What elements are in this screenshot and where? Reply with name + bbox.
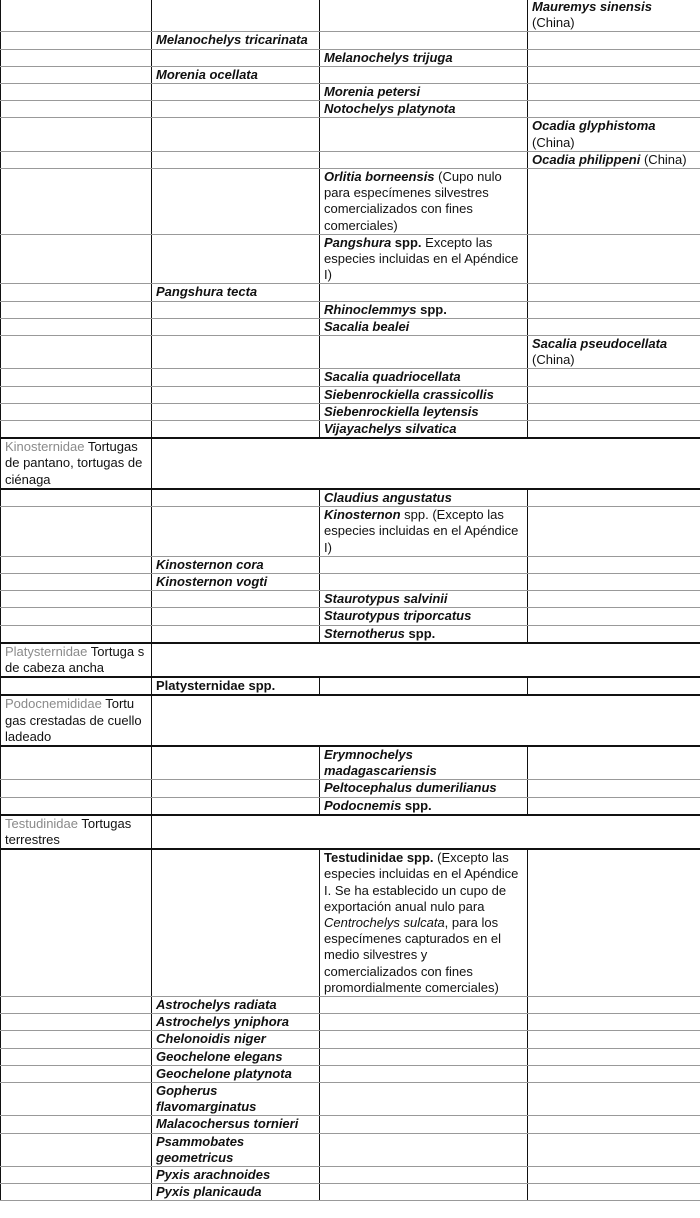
- empty-cell: [528, 1031, 700, 1048]
- species-cell: [152, 573, 320, 590]
- species-cell: [152, 1184, 320, 1201]
- empty-cell: [1, 507, 152, 557]
- empty-cell: [320, 1116, 528, 1133]
- cell-text: Pangshura tecta: [156, 284, 258, 300]
- cell-text: Psammobates geometricus: [156, 1133, 245, 1165]
- table-row: [1, 234, 700, 284]
- table-row: [1, 573, 700, 590]
- empty-cell: [1, 1133, 152, 1166]
- cell-text: Staurotypus salvinii: [324, 591, 448, 607]
- species-cell: [528, 151, 700, 168]
- cell-text: spp.: [416, 301, 447, 317]
- empty-cell: [528, 797, 700, 815]
- empty-cell: [1, 1031, 152, 1048]
- table-row: [1, 32, 700, 49]
- cell-text: Ocadia glyphistoma: [532, 118, 656, 134]
- empty-cell: [528, 849, 700, 996]
- empty-cell: [1, 1065, 152, 1082]
- cell-text: Excepto las especies incluidas en el Apéndice I): [324, 234, 519, 283]
- cell-text: (China): [532, 134, 575, 150]
- species-cell: [320, 746, 528, 780]
- species-cell: [320, 591, 528, 608]
- empty-cell: [528, 507, 700, 557]
- empty-cell: [320, 118, 528, 151]
- table-row: [1, 1184, 700, 1201]
- empty-cell: [528, 780, 700, 797]
- empty-cell: [528, 1116, 700, 1133]
- empty-cell: [1, 556, 152, 573]
- empty-cell: [320, 1065, 528, 1082]
- empty-cell: [1, 66, 152, 83]
- empty-cell: [320, 151, 528, 168]
- cell-text: (China): [532, 15, 575, 31]
- table-row: [1, 1065, 700, 1082]
- empty-cell: [528, 608, 700, 625]
- species-cell: [320, 403, 528, 420]
- empty-cell: [528, 49, 700, 66]
- table-row: [1, 996, 700, 1013]
- empty-cell: [320, 677, 528, 695]
- empty-cell: [320, 996, 528, 1013]
- empty-cell: [1, 1184, 152, 1201]
- table-row: [1, 284, 700, 301]
- table-row: [1, 507, 700, 557]
- family-name: Podocnemididae: [5, 696, 102, 712]
- empty-cell: [528, 284, 700, 301]
- empty-cell: [1, 421, 152, 439]
- empty-cell: [320, 1048, 528, 1065]
- empty-cell: [1, 169, 152, 235]
- species-cell: [528, 118, 700, 151]
- species-cell: [320, 369, 528, 386]
- empty-cell: [528, 1048, 700, 1065]
- empty-cell: [1, 489, 152, 507]
- empty-cell: [528, 101, 700, 118]
- empty-cell: [528, 625, 700, 643]
- species-cell: [152, 556, 320, 573]
- cell-text: (Cupo nulo para especímenes silvestres comercializados con fines comerciales): [324, 169, 502, 233]
- empty-cell: [152, 301, 320, 318]
- empty-cell: [528, 66, 700, 83]
- empty-cell: [1, 677, 152, 695]
- empty-cell: [1, 118, 152, 151]
- table-row: [1, 336, 700, 369]
- cell-text: Sternotherus: [324, 625, 405, 641]
- species-cell: [320, 386, 528, 403]
- table-row: [1, 1167, 700, 1184]
- table-row: [1, 1031, 700, 1048]
- species-cell: [152, 677, 320, 695]
- empty-cell: [528, 573, 700, 590]
- empty-cell: [528, 84, 700, 101]
- table-row: [1, 84, 700, 101]
- empty-cell: [1, 284, 152, 301]
- empty-cell: [528, 421, 700, 439]
- table-body: [1, 0, 700, 1201]
- species-cell: [320, 489, 528, 507]
- table-row: [1, 151, 700, 168]
- cell-text: Podocnemis: [324, 797, 402, 813]
- empty-cell: [528, 1167, 700, 1184]
- empty-cell: [528, 1133, 700, 1166]
- empty-cell: [320, 556, 528, 573]
- cell-text: Geochelone elegans: [156, 1048, 283, 1064]
- species-cell: [152, 1048, 320, 1065]
- cell-text: Tortugas terrestres: [5, 815, 132, 847]
- empty-cell: [528, 996, 700, 1013]
- family-cell: [1, 815, 152, 849]
- table-row: [1, 746, 700, 780]
- empty-cell: [152, 608, 320, 625]
- empty-cell: [152, 643, 700, 677]
- empty-cell: [152, 695, 700, 746]
- empty-cell: [152, 151, 320, 168]
- empty-cell: [1, 0, 152, 32]
- cell-text: Pyxis arachnoides: [156, 1167, 271, 1183]
- cell-text: Tortu gas crestadas de cuello ladeado: [5, 696, 142, 744]
- cell-text: Melanochelys tricarinata: [156, 32, 308, 48]
- empty-cell: [1, 84, 152, 101]
- empty-cell: [152, 591, 320, 608]
- empty-cell: [152, 386, 320, 403]
- species-cell: [152, 284, 320, 301]
- species-cell: [320, 101, 528, 118]
- cell-text: Mauremys sinensis: [532, 0, 652, 14]
- table-row: [1, 169, 700, 235]
- cell-text: Siebenrockiella leytensis: [324, 403, 479, 419]
- empty-cell: [528, 403, 700, 420]
- cell-text: Erymnochelys madagascariensis: [324, 746, 437, 779]
- species-cell: [320, 49, 528, 66]
- table-row: [1, 677, 700, 695]
- empty-cell: [152, 421, 320, 439]
- empty-cell: [152, 780, 320, 797]
- empty-cell: [1, 386, 152, 403]
- species-cell: [320, 84, 528, 101]
- table-row: [1, 797, 700, 815]
- cell-text: (China): [532, 352, 575, 368]
- empty-cell: [152, 815, 700, 849]
- empty-cell: [1, 608, 152, 625]
- cell-text: (China): [640, 151, 687, 167]
- species-cell: [320, 421, 528, 439]
- empty-cell: [1, 1014, 152, 1031]
- species-cell: [320, 780, 528, 797]
- family-name: Kinosternidae: [5, 439, 85, 455]
- family-row: [1, 643, 700, 677]
- cell-text: Astrochelys radiata: [156, 996, 277, 1012]
- family-row: [1, 695, 700, 746]
- table-row: [1, 849, 700, 996]
- cell-text: Platysternidae spp.: [156, 678, 276, 694]
- empty-cell: [528, 386, 700, 403]
- table-row: [1, 301, 700, 318]
- cell-text: Orlitia borneensis: [324, 169, 435, 185]
- cell-text: Gopherus flavomarginatus: [156, 1083, 257, 1115]
- table-row: [1, 49, 700, 66]
- table-row: [1, 318, 700, 335]
- cell-text: Morenia petersi: [324, 84, 421, 100]
- family-name: Testudinidae: [5, 815, 78, 831]
- empty-cell: [152, 118, 320, 151]
- table-row: [1, 403, 700, 420]
- cell-text: Siebenrockiella crassicollis: [324, 386, 494, 402]
- empty-cell: [152, 336, 320, 369]
- species-cell: [320, 608, 528, 625]
- cell-text: Centrochelys sulcata: [324, 914, 445, 930]
- empty-cell: [320, 66, 528, 83]
- empty-cell: [152, 849, 320, 996]
- family-name: Platysternidae: [5, 643, 88, 659]
- table-row: [1, 1083, 700, 1116]
- empty-cell: [1, 591, 152, 608]
- empty-cell: [152, 746, 320, 780]
- cell-text: spp. (Excepto las especies incluidas en el Apéndice I): [324, 507, 519, 555]
- table-row: [1, 118, 700, 151]
- empty-cell: [152, 318, 320, 335]
- empty-cell: [528, 746, 700, 780]
- table-row: [1, 489, 700, 507]
- table-row: [1, 608, 700, 625]
- species-cell: [528, 0, 700, 32]
- table-row: [1, 1014, 700, 1031]
- empty-cell: [1, 101, 152, 118]
- empty-cell: [528, 1065, 700, 1082]
- cell-text: Staurotypus triporcatus: [324, 608, 472, 624]
- cell-text: Tortugas de pantano, tortugas de ciénaga: [5, 439, 143, 487]
- species-cell: [528, 336, 700, 369]
- empty-cell: [528, 369, 700, 386]
- empty-cell: [1, 797, 152, 815]
- cell-text: Kinosternon cora: [156, 556, 264, 572]
- cell-text: Kinosternon vogti: [156, 573, 268, 589]
- cell-text: Chelonoidis niger: [156, 1031, 266, 1047]
- empty-cell: [1, 403, 152, 420]
- species-cell: [152, 1065, 320, 1082]
- empty-cell: [152, 489, 320, 507]
- cell-text: Kinosternon: [324, 507, 401, 523]
- table-row: [1, 1133, 700, 1166]
- cell-text: Morenia ocellata: [156, 66, 258, 82]
- empty-cell: [1, 625, 152, 643]
- table-row: [1, 1116, 700, 1133]
- cell-text: , para los especímenes capturados en el medio silvestres y comercializados con fines promordialmente comerciales): [324, 914, 502, 995]
- species-cell: [152, 66, 320, 83]
- species-cell: [152, 1031, 320, 1048]
- empty-cell: [152, 369, 320, 386]
- cell-text: Sacalia bealei: [324, 318, 410, 334]
- species-cell: [152, 1014, 320, 1031]
- empty-cell: [1, 746, 152, 780]
- cell-text: Rhinoclemmys: [324, 301, 417, 317]
- species-cell: [152, 996, 320, 1013]
- empty-cell: [528, 556, 700, 573]
- empty-cell: [528, 489, 700, 507]
- family-cell: [1, 438, 152, 489]
- species-cell: [152, 1116, 320, 1133]
- empty-cell: [528, 318, 700, 335]
- cell-text: Malacochersus tornieri: [156, 1116, 299, 1132]
- empty-cell: [528, 1014, 700, 1031]
- empty-cell: [320, 1167, 528, 1184]
- empty-cell: [1, 301, 152, 318]
- empty-cell: [1, 369, 152, 386]
- species-cell: [320, 849, 528, 996]
- empty-cell: [1, 849, 152, 996]
- empty-cell: [528, 234, 700, 284]
- empty-cell: [152, 49, 320, 66]
- table-row: [1, 1048, 700, 1065]
- cell-text: Melanochelys trijuga: [324, 49, 453, 65]
- family-row: [1, 815, 700, 849]
- empty-cell: [1, 318, 152, 335]
- table-row: [1, 625, 700, 643]
- species-cell: [152, 32, 320, 49]
- cell-text: spp.: [404, 625, 436, 641]
- empty-cell: [528, 591, 700, 608]
- table-row: [1, 556, 700, 573]
- empty-cell: [528, 1083, 700, 1116]
- empty-cell: [1, 151, 152, 168]
- cell-text: Claudius angustatus: [324, 489, 452, 505]
- empty-cell: [528, 1184, 700, 1201]
- empty-cell: [1, 32, 152, 49]
- table-row: [1, 66, 700, 83]
- species-cell: [320, 507, 528, 557]
- empty-cell: [152, 84, 320, 101]
- family-cell: [1, 695, 152, 746]
- empty-cell: [1, 336, 152, 369]
- species-cell: [152, 1167, 320, 1184]
- cell-text: Ocadia philippeni: [532, 151, 641, 167]
- empty-cell: [152, 0, 320, 32]
- cell-text: spp.: [391, 234, 422, 250]
- empty-cell: [1, 573, 152, 590]
- empty-cell: [152, 438, 700, 489]
- cell-text: spp.: [401, 797, 432, 813]
- empty-cell: [152, 625, 320, 643]
- family-row: [1, 438, 700, 489]
- empty-cell: [320, 1133, 528, 1166]
- cell-text: Sacalia pseudocellata: [532, 336, 668, 352]
- table-row: [1, 101, 700, 118]
- species-cell: [320, 797, 528, 815]
- table-row: [1, 369, 700, 386]
- cell-text: Vijayachelys silvatica: [324, 421, 457, 437]
- empty-cell: [1, 780, 152, 797]
- empty-cell: [320, 284, 528, 301]
- cell-text: (Excepto las especies incluidas en el Apéndice I. Se ha establecido un cupo de exportación anual nulo para: [324, 850, 519, 914]
- empty-cell: [320, 336, 528, 369]
- species-cell: [320, 301, 528, 318]
- species-cell: [152, 1083, 320, 1116]
- cell-text: Notochelys platynota: [324, 101, 456, 117]
- empty-cell: [528, 169, 700, 235]
- table-row: [1, 780, 700, 797]
- family-cell: [1, 643, 152, 677]
- empty-cell: [528, 677, 700, 695]
- cell-text: Astrochelys yniphora: [156, 1014, 289, 1030]
- empty-cell: [152, 403, 320, 420]
- species-cell: [320, 169, 528, 235]
- cell-text: Geochelone platynota: [156, 1065, 292, 1081]
- empty-cell: [152, 169, 320, 235]
- cell-text: Sacalia quadriocellata: [324, 369, 461, 385]
- table-row: [1, 386, 700, 403]
- table-row: [1, 591, 700, 608]
- cell-text: Pyxis planicauda: [156, 1184, 262, 1200]
- species-cell: [320, 234, 528, 284]
- species-cell: [152, 1133, 320, 1166]
- cell-text: Pangshura: [324, 234, 392, 250]
- empty-cell: [152, 234, 320, 284]
- empty-cell: [320, 1031, 528, 1048]
- empty-cell: [152, 507, 320, 557]
- cell-text: Testudinidae spp.: [324, 850, 434, 866]
- empty-cell: [528, 301, 700, 318]
- empty-cell: [320, 1014, 528, 1031]
- empty-cell: [320, 1184, 528, 1201]
- empty-cell: [320, 1083, 528, 1116]
- empty-cell: [1, 49, 152, 66]
- empty-cell: [1, 996, 152, 1013]
- empty-cell: [1, 234, 152, 284]
- cell-text: Peltocephalus dumerilianus: [324, 780, 497, 796]
- empty-cell: [1, 1048, 152, 1065]
- table-row: [1, 421, 700, 439]
- table-row: [1, 0, 700, 32]
- empty-cell: [1, 1083, 152, 1116]
- species-cell: [320, 318, 528, 335]
- empty-cell: [320, 0, 528, 32]
- empty-cell: [1, 1167, 152, 1184]
- empty-cell: [528, 32, 700, 49]
- empty-cell: [152, 797, 320, 815]
- species-cell: [320, 625, 528, 643]
- empty-cell: [152, 101, 320, 118]
- cell-text: Tortuga s de cabeza ancha: [5, 643, 145, 675]
- empty-cell: [1, 1116, 152, 1133]
- empty-cell: [320, 32, 528, 49]
- empty-cell: [320, 573, 528, 590]
